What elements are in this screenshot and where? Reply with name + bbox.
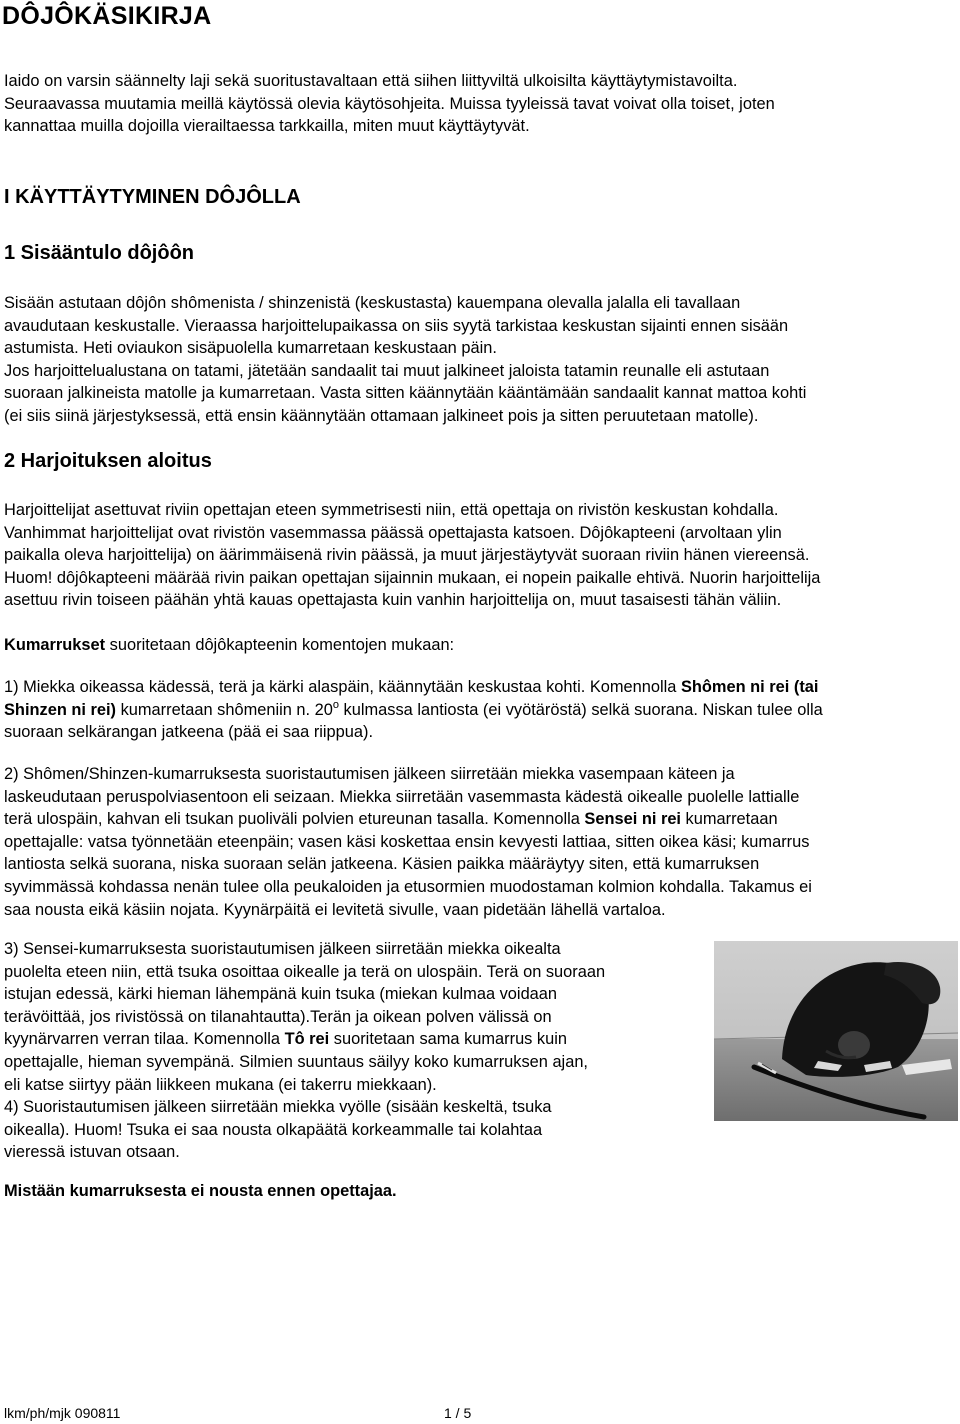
text-line: opettajalle: vatsa työnnetään eteenpäin; vasen käsi koskettaa ensin kevyesti lattiaa, sitten oikea käsi; kumarrus: [4, 832, 810, 851]
degree-superscript: o: [332, 698, 339, 711]
step-3-paragraph: [4, 938, 605, 1164]
subheading-training-start: 2 Harjoituksen aloitus: [4, 450, 212, 472]
bowing-photo-graphic: [714, 941, 958, 1121]
text-line: saa nousta eikä käsiin nojata. Kyynärpäitä ei levitetä sivulle, vaan pidetään lähellä vartaloa.: [4, 900, 666, 919]
intro-paragraph: [4, 70, 775, 138]
command-text: Sensei ni rei: [584, 810, 681, 829]
text-line: 2) Shômen/Shinzen-kumarruksesta suoristautumisen jälkeen siirretään miekka vasempaan käteen ja: [4, 765, 735, 783]
text-line: Huom! dôjôkapteeni määrää rivin paikan opettajan sijainnin mukaan, ei nopein paikalle ehtivä. Nuorin harjoittelija: [4, 568, 821, 587]
step-2-paragraph: [4, 763, 812, 921]
text-line: 4) Suoristautumisen jälkeen siirretään miekka vyölle (sisään keskeltä, tsuka: [4, 1098, 552, 1117]
command-text: Tô rei: [284, 1030, 330, 1049]
text-line: eli katse siirtyy pään liikkeen mukana (ei takerru miekkaan).: [4, 1075, 437, 1094]
text-line: (ei siis siinä järjestyksessä, että ensin käännytään ottamaan jalkineet pois ja sitten peruutetaan matolle).: [4, 406, 759, 425]
text-line: avaudutaan keskustalle. Vieraassa harjoittelupaikassa on siis syytä tarkistaa keskustan sijainti ennen sisään: [4, 316, 789, 335]
entrance-paragraph: [4, 292, 806, 428]
text-span: terä ulospäin, kahvan eli tsukan puoliväli polvien etureunan tasalla. Komennolla: [4, 810, 585, 829]
intro-line: kannattaa muilla dojoilla vierailtaessa tarkkailla, miten muut käyttäytyvät.: [4, 117, 530, 136]
lineup-paragraph: [4, 499, 820, 612]
text-span: suoritetaan sama kumarrus kuin: [329, 1030, 568, 1049]
text-line: Jos harjoittelualustana on tatami, jätetään sandaalit tai muut jalkineet jaloista tatamin reunalle eli astutaan: [4, 361, 770, 380]
document-title: DÔJÔKÄSIKIRJA: [2, 2, 212, 30]
text-line: lantiosta selkä suorana, niska suoraan selän jatkeena. Käsien paikka määräytyy siten, että kumarruksen: [4, 855, 760, 874]
closing-bold-text: Mistään kumarruksesta ei nousta ennen opettajaa.: [4, 1182, 397, 1200]
text-line: astumista. Heti oviaukon sisäpuolella kumarretaan keskustaan päin.: [4, 339, 497, 358]
bows-intro: [4, 634, 454, 657]
text-span: kumarretaan: [681, 810, 778, 829]
bowing-photo: [714, 941, 958, 1121]
text-line: opettajalle, hieman syvempänä. Silmien suuntaus säilyy koko kumarruksen ajan,: [4, 1052, 588, 1071]
text-line: oikealla). Huom! Tsuka ei saa nousta olkapäätä korkeammalle tai kolahtaa: [4, 1120, 543, 1139]
text-span: kyynärvarren verran tilaa. Komennolla: [4, 1030, 285, 1049]
text-line: syvimmässä kohdassa nenän tulee olla peukaloiden ja etusormien muodostaman kolmion kohdalla. Takamus ei: [4, 877, 812, 896]
text-line: Vanhimmat harjoittelijat ovat rivistön vasemmassa päässä opettajasta katsoen. Dôjôkapteeni (arvoltaan ylin: [4, 523, 782, 542]
text-span: 1) Miekka oikeassa kädessä, terä ja kärki alaspäin, käännytään keskustaa kohti. Komennolla: [4, 678, 681, 696]
subheading-entrance: 1 Sisääntulo dôjôôn: [4, 242, 195, 264]
page-number: 1 / 5: [444, 1405, 472, 1421]
text-line: Sisään astutaan dôjôn shômenista / shinzenistä (keskustasta) kauempana olevalla jalalla eli tavallaan: [4, 294, 741, 312]
text-line: laskeudutaan peruspolviasentoon eli seizaan. Miekka siirretään vasemmasta kädestä oikealle puolelle lattialle: [4, 787, 800, 806]
text-line: paikalla oleva harjoittelija) on äärimmäisenä rivin päässä, ja muut järjestäytyvät suoraan riviin hänen viereensä.: [4, 546, 810, 565]
text-span: kulmassa lantiosta (ei vyötäröstä) selkä suorana. Niskan tulee olla: [338, 700, 823, 719]
text-line: Harjoittelijat asettuvat riviin opettajan eteen symmetrisesti niin, että opettaja on rivistön keskustan kohdalla.: [4, 501, 779, 519]
command-text: Shinzen ni rei): [4, 700, 117, 719]
text-line: puolelta eteen niin, että tsuka osoittaa oikealle ja terä on ulospäin. Terä on suoraan: [4, 962, 606, 981]
step-1-paragraph: [4, 676, 823, 744]
text-line: 3) Sensei-kumarruksesta suoristautumisen jälkeen siirretään miekka oikealta: [4, 940, 561, 958]
command-text: Shômen ni rei (tai: [680, 678, 819, 696]
text-line: asettuu rivin toiseen päähän yhtä kauas opettajasta kuin vanhin harjoittelija on, muut tasaisesti tähän väliin.: [4, 591, 782, 610]
text-line: suoraan selkärangan jatkeena (pää ei saa riippua).: [4, 723, 374, 742]
bows-intro-text: suoritetaan dôjôkapteenin komentojen mukaan:: [105, 636, 455, 654]
bows-label: Kumarrukset: [4, 636, 106, 654]
text-line: vieressä istuvan otsaan.: [4, 1143, 180, 1162]
closing-note: [4, 1180, 397, 1203]
text-line: suoraan jalkineista matolle ja kumarretaan. Vasta sitten käännytään kääntämään sandaalit kannat mattoa kohti: [4, 384, 807, 403]
text-line: istujan edessä, kärki hieman lähempänä kuin tsuka (miekan kulmaa voidaan: [4, 985, 558, 1004]
intro-line: Iaido on varsin säännelty laji sekä suoritustavaltaan että siihen liittyviltä ulkoisilta käyttäytymistavoilta.: [4, 72, 738, 90]
text-line: terävöittää, jos rivistössä on tilanahtautta).Terän ja oikean polven välissä on: [4, 1007, 552, 1026]
text-span: kumarretaan shômeniin n. 20: [116, 700, 333, 719]
section-heading-behaviour: I KÄYTTÄYTYMINEN DÔJÔLLA: [4, 186, 301, 208]
intro-line: Seuraavassa muutamia meillä käytössä olevia käytösohjeita. Muissa tyyleissä tavat voivat olla toiset, joten: [4, 94, 775, 113]
footer-reference: lkm/ph/mjk 090811: [4, 1405, 121, 1421]
